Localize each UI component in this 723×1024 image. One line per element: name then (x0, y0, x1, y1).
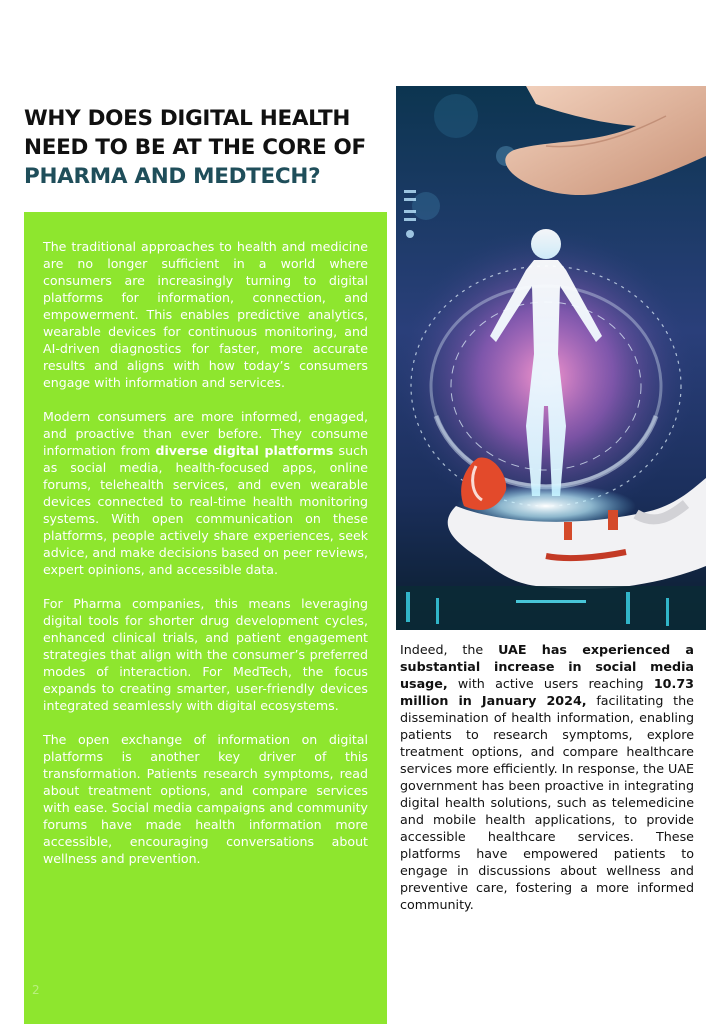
hologram-illustration (396, 86, 706, 630)
page-headline (24, 104, 394, 191)
digital-health-hero-image (396, 86, 706, 630)
headline-line-2: NEED TO BE AT THE CORE OF (24, 135, 366, 160)
left-paragraph-1: The traditional approaches to health and medicine are no longer sufficient in a world where consumers are increasingly turning to digital platforms for information, connection, and empowerment. This enables predictive analytics, wearable devices for continuous monitoring, and AI-driven diagnostics for faster, more accurate results and aligns with how today’s consumers engage with information and services. (43, 239, 368, 390)
left-paragraph-4: The open exchange of information on digital platforms is another key driver of this transformation. Patients research symptoms, read about treatment options, and compare services with ease. Social media campaigns and community forums have made health information more accessible, encouraging conversations about wellness and prevention. (43, 732, 368, 866)
headline-line-3: PHARMA AND MEDTECH? (24, 164, 321, 189)
right-text-middle: with active users reaching (447, 676, 654, 691)
city-skyline (396, 586, 706, 630)
right-text-intro: Indeed, the (400, 642, 499, 657)
headline-line-1: WHY DOES DIGITAL HEALTH (24, 106, 351, 131)
left-paragraph-3: For Pharma companies, this means leveraging digital tools for shorter drug development cycles, enhanced clinical trials, and patient engagement strategies that align with the consumer’s preferred modes of interaction. For MedTech, the focus expands to creating smarter, user-friendly devices integrated seamlessly with digital ecosystems. (43, 596, 368, 713)
right-column-paragraph (400, 641, 694, 913)
left-paragraph-2 (43, 408, 368, 578)
uae-social-media-emphasis: UAE has experienced a substantial increase in social media usage, (400, 642, 694, 691)
left-paragraph-2-start: Modern consumers are more informed, engaged, and proactive than ever before. They consume information from (43, 409, 368, 458)
left-paragraph-2-end: such as social media, health-focused apps, online forums, telehealth services, and even wearable devices connected to real-time health monitoring systems. With open communication on these platforms, people actively share experiences, seek advice, and make decisions based on peer reviews, expert opinions, and accessible data. (43, 443, 368, 577)
diverse-digital-platforms-emphasis: diverse digital platforms (155, 443, 334, 458)
green-text-panel (24, 212, 387, 1024)
page-number: 2 (32, 983, 40, 997)
active-users-emphasis: 10.73 million in January 2024, (400, 676, 694, 708)
right-text-end: facilitating the dissemination of health information, enabling patients to research symptoms, explore treatment options, and compare healthcare services more efficiently. In response, the UAE government has been proactive in integrating digital health solutions, such as telemedicine and mobile health applications, to provide accessible healthcare services. These platforms have empowered patients to engage in discussions about wellness and preventive care, fostering a more informed community. (400, 693, 695, 912)
